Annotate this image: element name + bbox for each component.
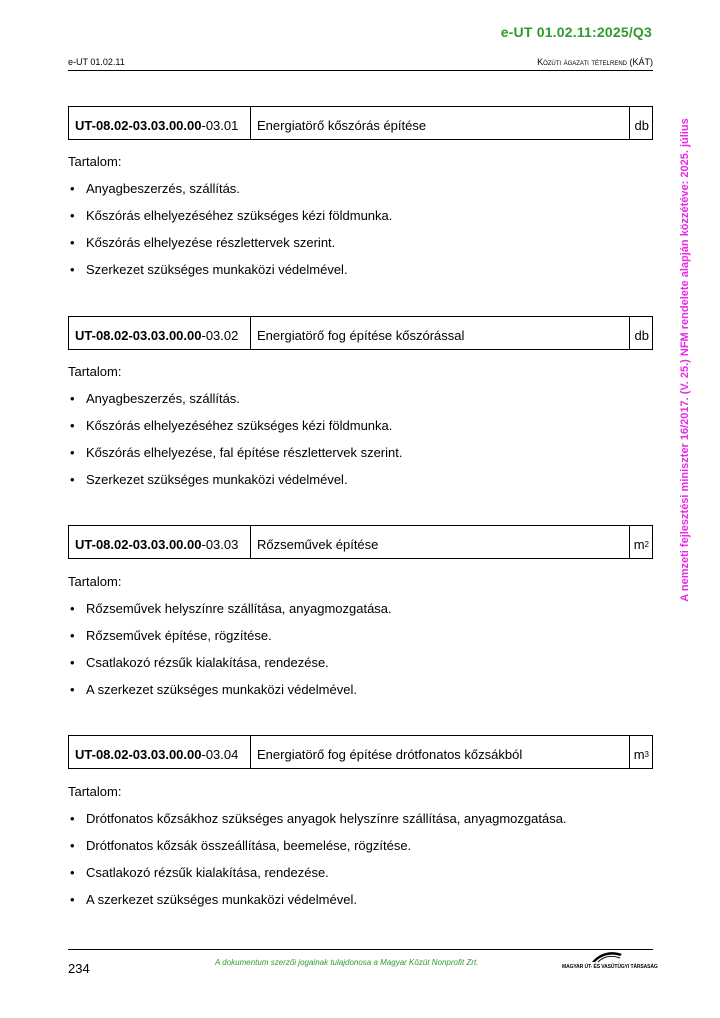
item-code-main: UT-08.02-03.03.00.00 <box>75 747 202 762</box>
list-item: • A szerkezet szükséges munkaközi védelmével. <box>70 892 357 907</box>
item-unit <box>630 736 652 768</box>
list-item-text: A szerkezet szükséges munkaközi védelmével. <box>86 892 357 907</box>
content-list <box>68 391 402 499</box>
list-item: • Rőzseművek építése, rögzítése. <box>70 628 272 643</box>
list-item-text: Csatlakozó rézsűk kialakítása, rendezése. <box>86 655 329 670</box>
item-title: Energiatörő kőszórás építése <box>251 107 630 139</box>
item-unit-text: m <box>633 537 645 552</box>
item-table <box>68 525 653 559</box>
item-title: Energiatörő fog építése kőszórással <box>251 317 630 349</box>
list-item-text: Rőzseművek építése, rögzítése. <box>86 628 272 643</box>
running-header-right: Közúti ágazati tételrend (KÁT) <box>537 57 653 67</box>
list-item: • Szerkezet szükséges munkaközi védelmével. <box>70 262 348 277</box>
list-item: • Szerkezet szükséges munkaközi védelmével. <box>70 472 348 487</box>
item-table <box>68 316 653 350</box>
item-code-suffix: -03.04 <box>201 747 239 762</box>
item-unit <box>630 107 652 139</box>
item-unit <box>630 526 652 558</box>
list-item-text: Kőszórás elhelyezéséhez szükséges kézi földmunka. <box>86 208 393 223</box>
list-item-text: Drótfonatos kőzsák összeállítása, beemelése, rögzítése. <box>86 838 412 853</box>
list-item: • Anyagbeszerzés, szállítás. <box>70 391 240 406</box>
content-list <box>68 601 392 709</box>
list-item: • Drótfonatos kőzsák összeállítása, beemelése, rögzítése. <box>70 838 412 853</box>
content-list <box>68 181 392 289</box>
item-title: Rőzseművek építése <box>251 526 630 558</box>
list-item-text: Drótfonatos kőzsákhoz szükséges anyagok helyszínre szállítása, anyagmozgatása. <box>86 811 567 826</box>
list-item-text: Anyagbeszerzés, szállítás. <box>86 181 240 196</box>
list-item: • Drótfonatos kőzsákhoz szükséges anyagok helyszínre szállítása, anyagmozgatása. <box>70 811 567 826</box>
list-item: • Kőszórás elhelyezése részlettervek szerint. <box>70 235 336 250</box>
list-item: • Kőszórás elhelyezéséhez szükséges kézi földmunka. <box>70 418 393 433</box>
item-table <box>68 735 653 769</box>
list-item: • Csatlakozó rézsűk kialakítása, rendezése. <box>70 865 329 880</box>
list-item-text: Kőszórás elhelyezéséhez szükséges kézi földmunka. <box>86 418 393 433</box>
list-item: • Csatlakozó rézsűk kialakítása, rendezése. <box>70 655 329 670</box>
organization-logo <box>562 950 658 974</box>
list-item: • Kőszórás elhelyezése, fal építése részlettervek szerint. <box>70 445 403 460</box>
list-item-text: A szerkezet szükséges munkaközi védelmével. <box>86 682 357 697</box>
item-code <box>69 736 251 768</box>
item-table <box>68 106 653 140</box>
item-unit-exponent: 3 <box>644 750 649 759</box>
side-publication-note: A nemzeti fejlesztési miniszter 16/2017. (V. 25.) NFM rendelete alapján közzétéve: 2025. július <box>679 118 691 602</box>
item-unit <box>630 317 652 349</box>
item-code-main: UT-08.02-03.03.00.00 <box>75 537 202 552</box>
item-unit-text: db <box>634 328 649 343</box>
item-code-suffix: -03.01 <box>201 118 239 133</box>
item-code-main: UT-08.02-03.03.00.00 <box>75 328 202 343</box>
list-item: • Kőszórás elhelyezéséhez szükséges kézi földmunka. <box>70 208 393 223</box>
item-code <box>69 526 251 558</box>
item-code-suffix: -03.03 <box>201 537 239 552</box>
content-label: Tartalom: <box>68 364 122 379</box>
copyright-notice: A dokumentum szerzői jogainak tulajdonosa a Magyar Közút Nonprofit Zrt. <box>215 958 479 967</box>
content-label: Tartalom: <box>68 574 122 589</box>
list-item-text: Szerkezet szükséges munkaközi védelmével. <box>86 262 348 277</box>
list-item-text: Kőszórás elhelyezése, fal építése részlettervek szerint. <box>86 445 403 460</box>
running-header <box>68 57 653 71</box>
list-item: • Anyagbeszerzés, szállítás. <box>70 181 240 196</box>
content-list <box>68 811 567 919</box>
list-item: • A szerkezet szükséges munkaközi védelmével. <box>70 682 357 697</box>
item-unit-exponent: 2 <box>644 540 649 549</box>
content-label: Tartalom: <box>68 154 122 169</box>
item-unit-text: db <box>634 118 649 133</box>
road-logo-icon <box>590 950 624 964</box>
list-item-text: Szerkezet szükséges munkaközi védelmével. <box>86 472 348 487</box>
item-code-suffix: -03.02 <box>201 328 239 343</box>
item-code <box>69 317 251 349</box>
list-item: • Rőzseművek helyszínre szállítása, anyagmozgatása. <box>70 601 392 616</box>
content-label: Tartalom: <box>68 784 122 799</box>
list-item-text: Rőzseművek helyszínre szállítása, anyagmozgatása. <box>86 601 392 616</box>
page-number: 234 <box>68 961 90 976</box>
running-header-left: e-UT 01.02.11 <box>68 57 125 67</box>
list-item-text: Kőszórás elhelyezése részlettervek szerint. <box>86 235 336 250</box>
list-item-text: Csatlakozó rézsűk kialakítása, rendezése. <box>86 865 329 880</box>
doc-code: e-UT 01.02.11:2025/Q3 <box>500 24 652 40</box>
item-code-main: UT-08.02-03.03.00.00 <box>75 118 202 133</box>
item-title: Energiatörő fog építése drótfonatos kőzsákból <box>251 736 630 768</box>
organization-name: MAGYAR ÚT- ÉS VASÚTÜGYI TÁRSASÁG <box>562 964 658 970</box>
list-item-text: Anyagbeszerzés, szállítás. <box>86 391 240 406</box>
item-code <box>69 107 251 139</box>
item-unit-text: m <box>633 747 645 762</box>
